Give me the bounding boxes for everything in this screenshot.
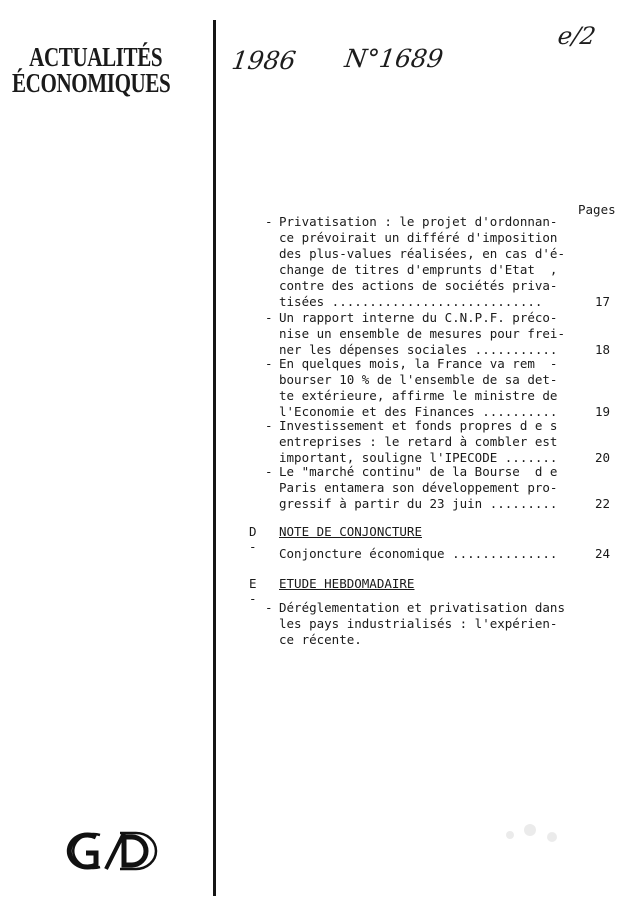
entry-line: l'Economie et des Finances .......... bbox=[279, 404, 558, 419]
pages-column-header: Pages bbox=[578, 202, 616, 217]
entry-page-number: 18 bbox=[595, 342, 611, 357]
entry-dash: - bbox=[265, 214, 273, 229]
entry-line: gressif à partir du 23 juin ......... bbox=[279, 496, 558, 511]
entry-line: des plus-values réalisées, en cas d'é- bbox=[279, 246, 565, 261]
entry-line: Privatisation : le projet d'ordonnan- bbox=[279, 214, 558, 229]
scan-artifact bbox=[500, 815, 570, 855]
entry-line: ce récente. bbox=[279, 632, 362, 647]
entry-page-number: 19 bbox=[595, 404, 611, 419]
section-title: ETUDE HEBDOMADAIRE bbox=[279, 576, 415, 591]
entry-line: change de titres d'emprunts d'Etat , bbox=[279, 262, 558, 277]
entry-dash: - bbox=[265, 464, 273, 479]
handwritten-fraction: e/2 bbox=[556, 22, 598, 50]
entry-line: nise un ensemble de mesures pour frei- bbox=[279, 326, 565, 341]
entry-dash: - bbox=[265, 310, 273, 325]
vertical-rule bbox=[213, 20, 216, 896]
masthead-line-1: ACTUALITÉS bbox=[29, 42, 163, 72]
entry-page-number: 22 bbox=[595, 496, 611, 511]
entry-line: te extérieure, affirme le ministre de bbox=[279, 388, 558, 403]
entry-line: les pays industrialisés : l'expérien- bbox=[279, 616, 558, 631]
section-title: NOTE DE CONJONCTURE bbox=[279, 524, 422, 539]
section-letter: E - bbox=[249, 576, 257, 606]
entry-line: En quelques mois, la France va rem - bbox=[279, 356, 558, 371]
entry-line: Conjoncture économique .............. bbox=[279, 546, 558, 561]
entry-line: entreprises : le retard à combler est bbox=[279, 434, 558, 449]
entry-line: contre des actions de sociétés priva- bbox=[279, 278, 558, 293]
entry-line: ce prévoirait un différé d'imposition bbox=[279, 230, 558, 245]
entry-line: important, souligne l'IPECODE ....... bbox=[279, 450, 558, 465]
entry-line: Déréglementation et privatisation dans bbox=[279, 600, 565, 615]
handwritten-year: 1986 bbox=[229, 46, 298, 75]
masthead bbox=[12, 42, 171, 98]
entry-line: Le "marché continu" de la Bourse d e bbox=[279, 464, 558, 479]
entry-page-number: 20 bbox=[595, 450, 611, 465]
section-letter: D - bbox=[249, 524, 257, 554]
entry-line: Investissement et fonds propres d e s bbox=[279, 418, 558, 433]
entry-dash: - bbox=[265, 600, 273, 615]
entry-line: bourser 10 % de l'ensemble de sa det- bbox=[279, 372, 558, 387]
entry-line: ner les dépenses sociales ........... bbox=[279, 342, 558, 357]
entry-dash: - bbox=[265, 418, 273, 433]
gd-logo-icon bbox=[66, 829, 164, 873]
entry-dash: - bbox=[265, 356, 273, 371]
entry-line: tisées ............................ bbox=[279, 294, 543, 309]
handwritten-issue-number: N°1689 bbox=[342, 44, 446, 73]
entry-line: Paris entamera son développement pro- bbox=[279, 480, 558, 495]
entry-line: Un rapport interne du C.N.P.F. préco- bbox=[279, 310, 558, 325]
masthead-line-2: ÉCONOMIQUES bbox=[12, 68, 171, 98]
entry-page-number: 17 bbox=[595, 294, 611, 309]
entry-page-number: 24 bbox=[595, 546, 611, 561]
